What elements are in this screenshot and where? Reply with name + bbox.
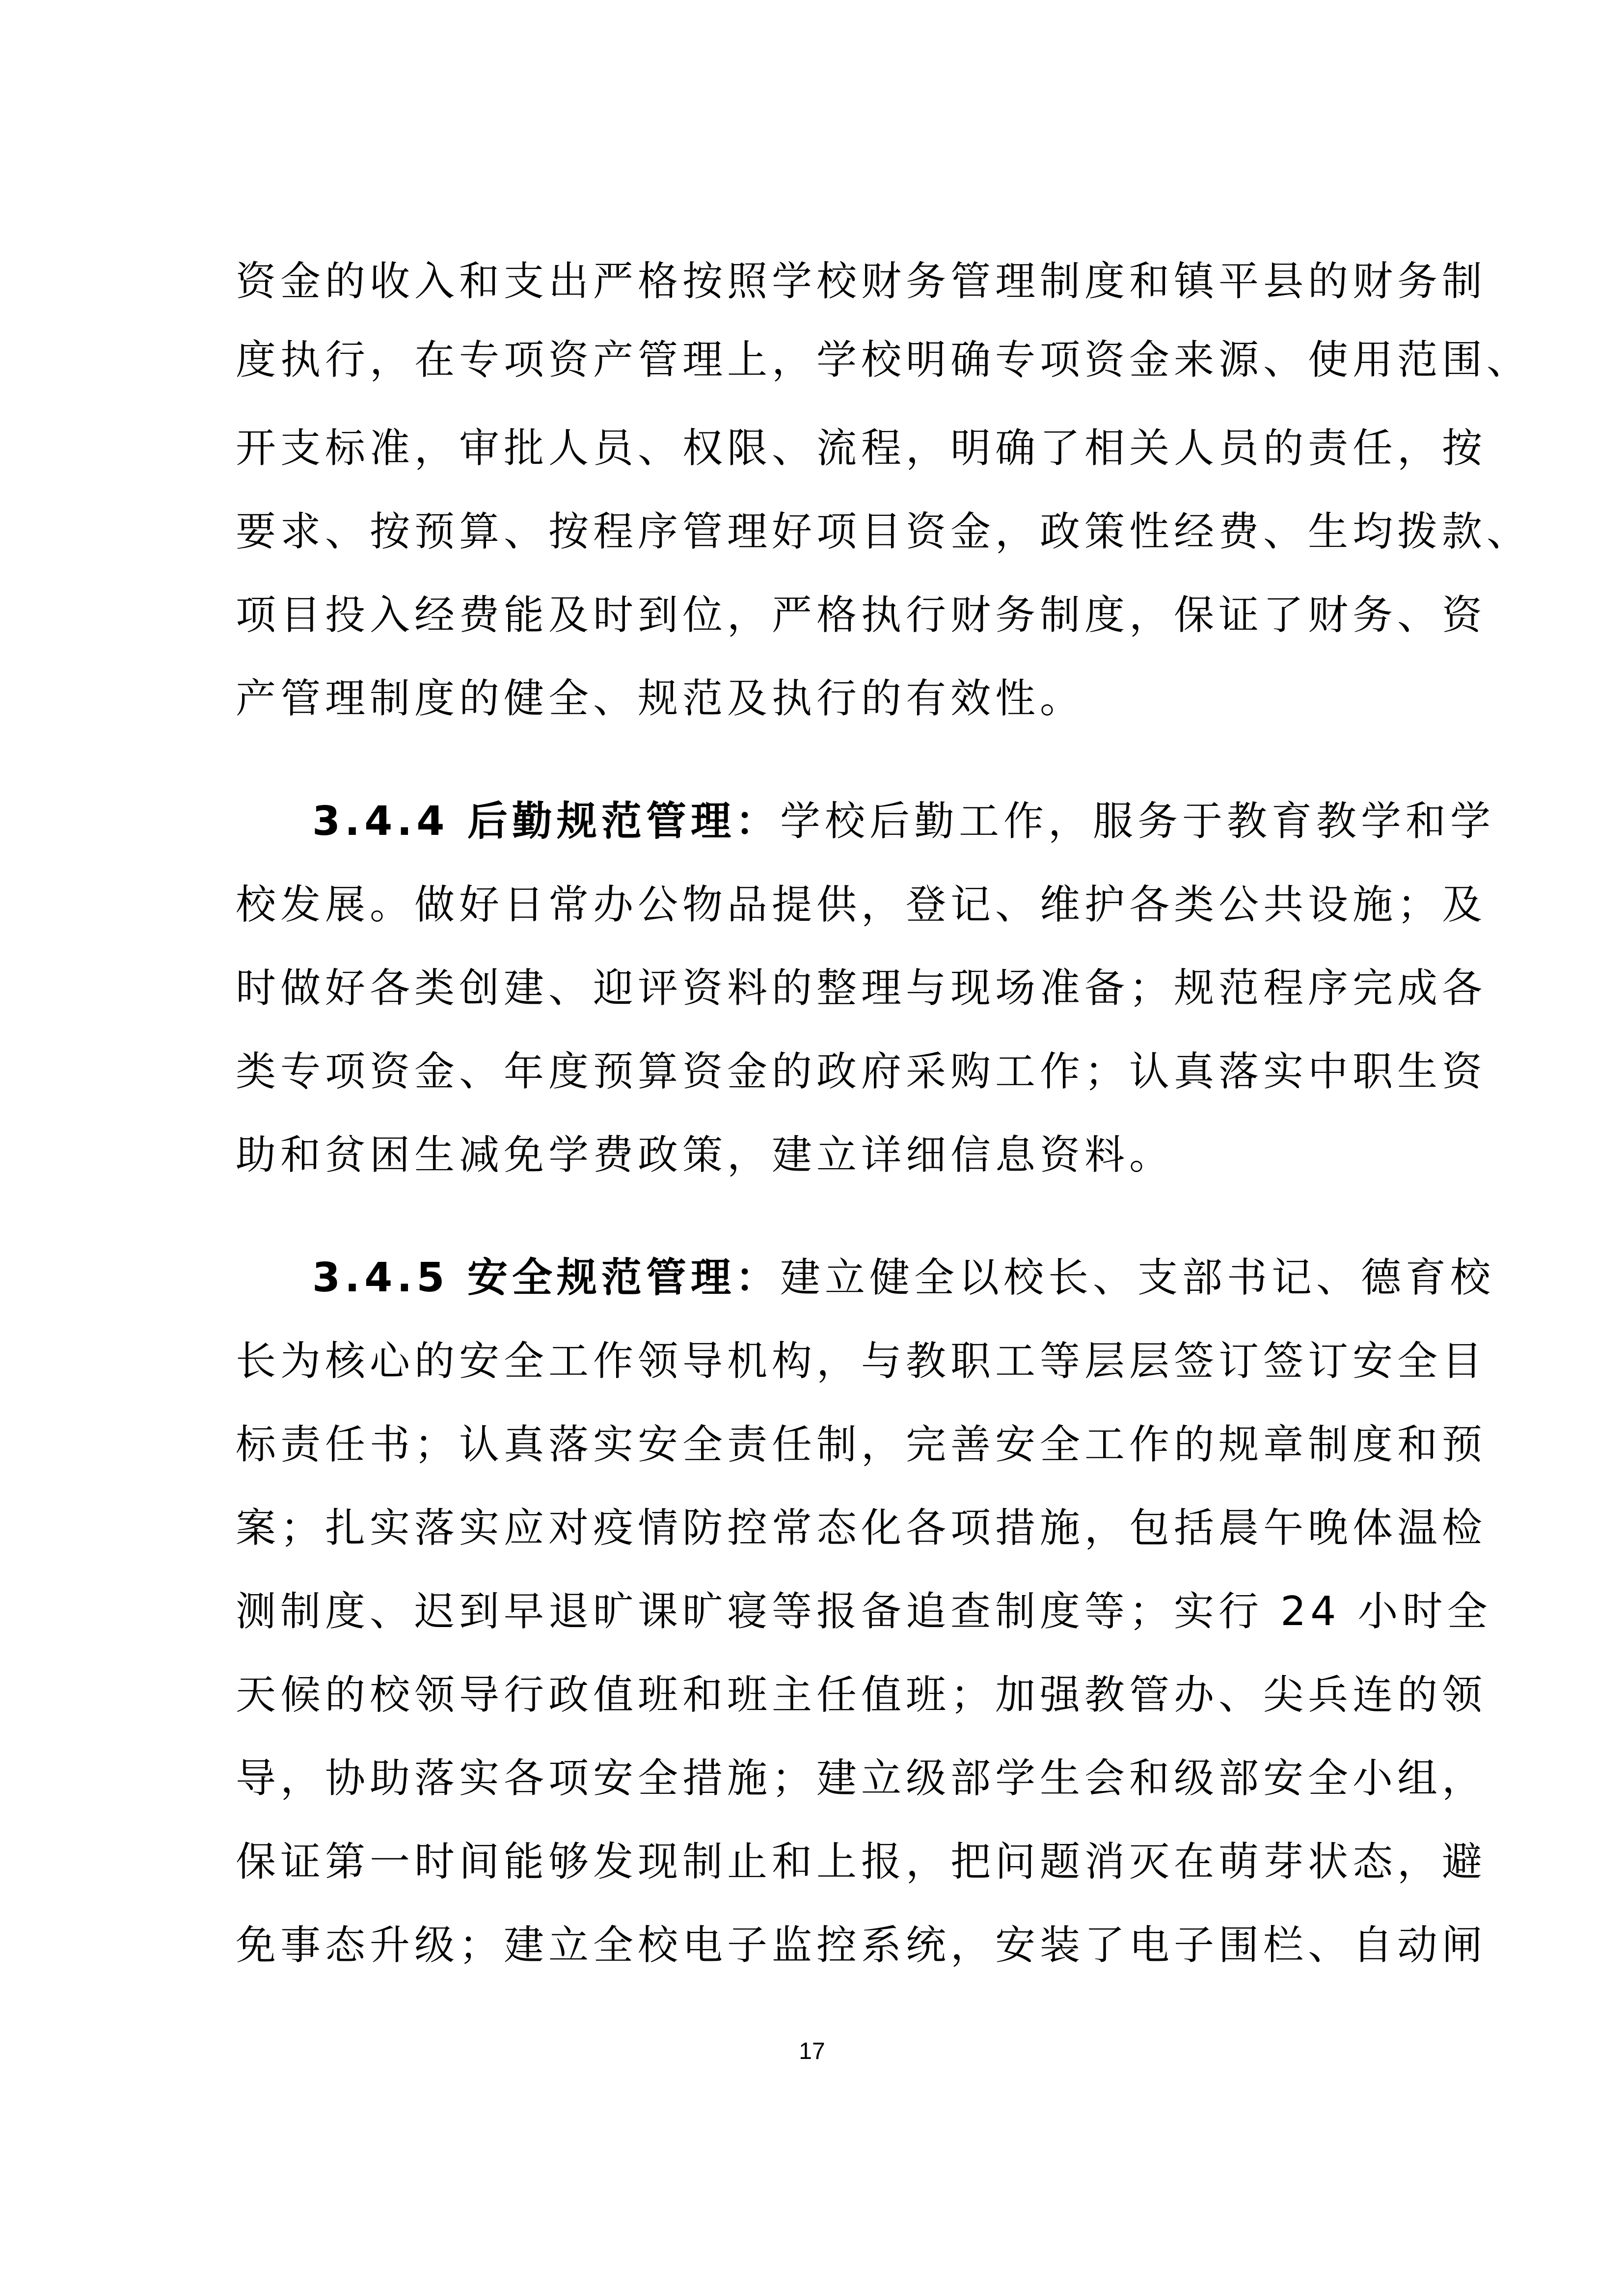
body-text-line: 类专项资金、年度预算资金的政府采购工作；认真落实中职生资: [236, 1048, 1487, 1095]
body-text-fragment: 建立健全以校长、支部书记、德育校: [780, 1255, 1495, 1301]
body-text-line: 测制度、迟到早退旷课旷寝等报备追查制度等；实行 24 小时全: [236, 1588, 1492, 1635]
body-text-line: 免事态升级；建立全校电子监控系统，安装了电子围栏、自动闸: [236, 1922, 1487, 1969]
body-text-fragment: 学校后勤工作，服务于教育教学和学: [780, 798, 1495, 845]
section-heading-3-4-4: 3.4.4 后勤规范管理：: [312, 798, 781, 845]
body-text-line: 长为核心的安全工作领导机构，与教职工等层层签订签订安全目: [236, 1338, 1487, 1385]
body-text-line: 要求、按预算、按程序管理好项目资金，政策性经费、生均拨款、: [236, 508, 1532, 555]
page-number: 17: [799, 2038, 825, 2064]
section-3-4-5-first-line: [312, 1244, 1495, 1312]
body-text-line: 天候的校领导行政值班和班主任值班；加强教管办、尖兵连的领: [236, 1672, 1487, 1718]
body-text-line: 助和贫困生减免学费政策，建立详细信息资料。: [236, 1132, 1174, 1178]
body-text-line: 项目投入经费能及时到位，严格执行财务制度，保证了财务、资: [236, 592, 1487, 639]
body-text-line: 产管理制度的健全、规范及执行的有效性。: [236, 675, 1085, 722]
body-text-line: 导，协助落实各项安全措施；建立级部学生会和级部安全小组，: [236, 1755, 1487, 1802]
body-text-line: 开支标准，审批人员、权限、流程，明确了相关人员的责任，按: [236, 425, 1487, 472]
section-heading-3-4-5: 3.4.5 安全规范管理：: [312, 1255, 781, 1301]
body-text-line: 资金的收入和支出严格按照学校财务管理制度和镇平县的财务制: [236, 258, 1487, 305]
body-text-line: 时做好各类创建、迎评资料的整理与现场准备；规范程序完成各: [236, 965, 1487, 1012]
body-text-line: 校发展。做好日常办公物品提供，登记、维护各类公共设施；及: [236, 881, 1487, 928]
section-3-4-4-first-line: [312, 787, 1495, 856]
body-text-line: 度执行，在专项资产管理上，学校明确专项资金来源、使用范围、: [236, 337, 1532, 383]
body-text-line: 案；扎实落实应对疫情防控常态化各项措施，包括晨午晚体温检: [236, 1505, 1487, 1551]
body-text-line: 保证第一时间能够发现制止和上报，把问题消灭在萌芽状态，避: [236, 1839, 1487, 1885]
body-text-line: 标责任书；认真落实安全责任制，完善安全工作的规章制度和预: [236, 1421, 1487, 1468]
